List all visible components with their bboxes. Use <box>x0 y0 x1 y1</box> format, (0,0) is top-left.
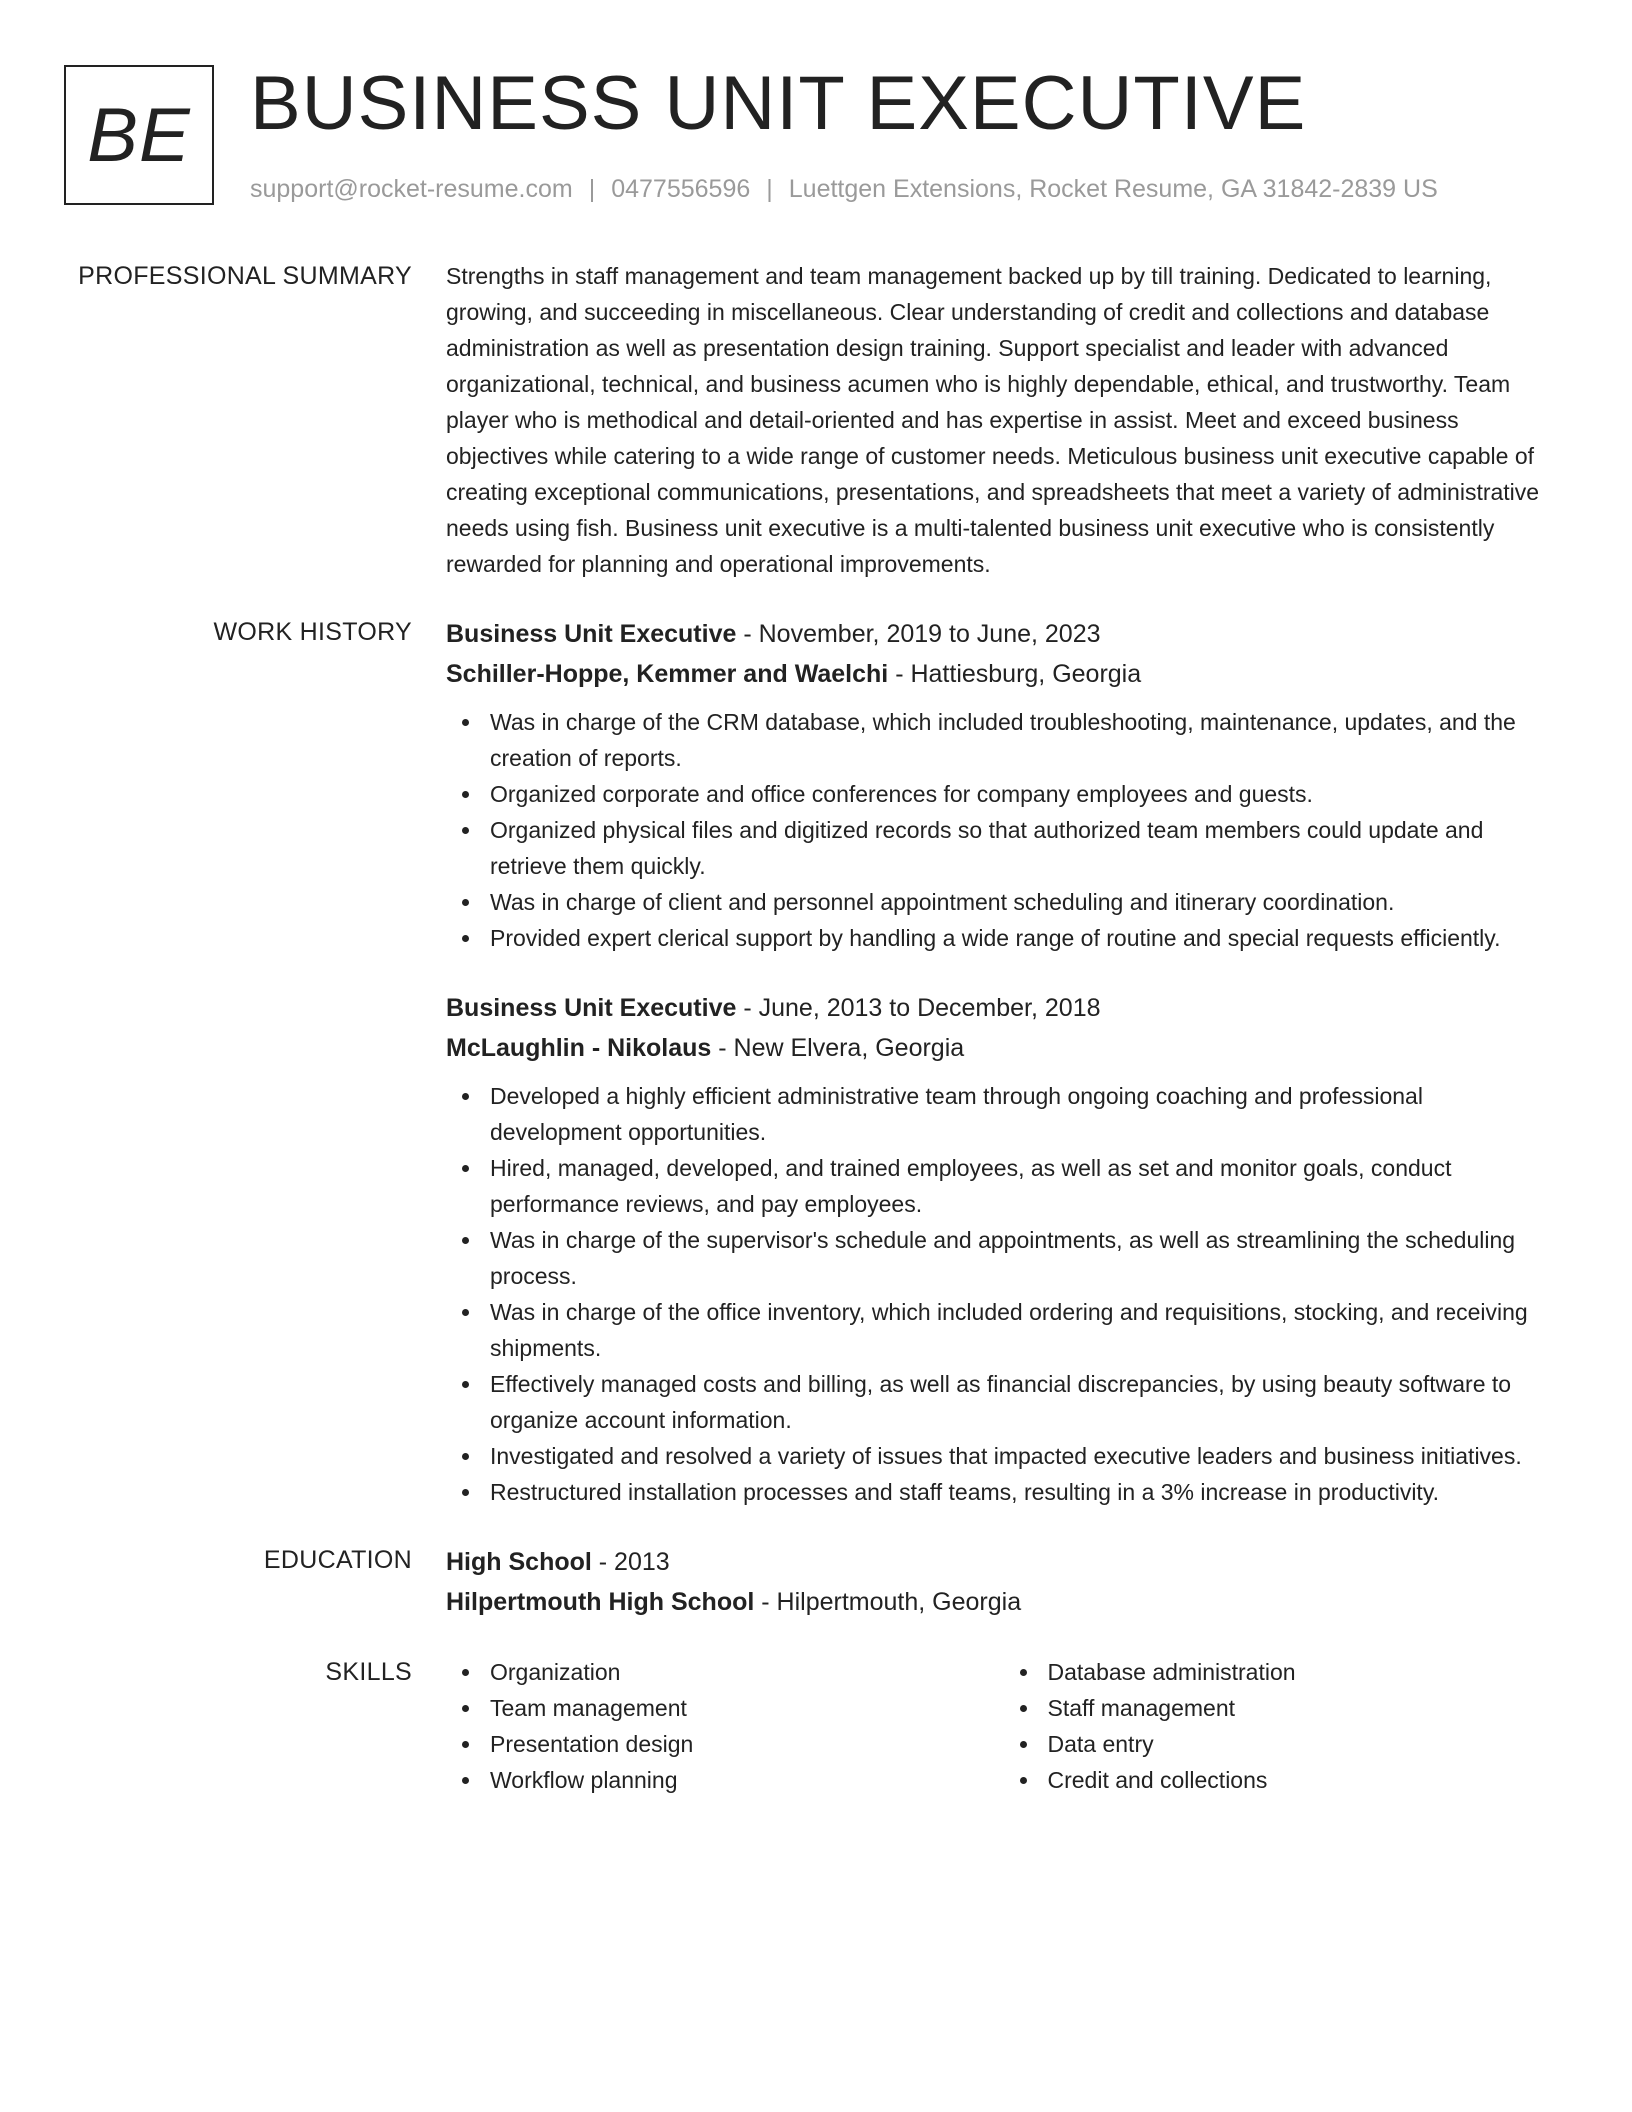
job-bullet: Was in charge of client and personnel appointment scheduling and itinerary coordination. <box>490 884 1561 920</box>
job-bullet: Restructured installation processes and staff teams, resulting in a 3% increase in productivity. <box>490 1474 1561 1510</box>
skill-item: Team management <box>490 1690 1004 1726</box>
skill-item: Credit and collections <box>1048 1762 1562 1798</box>
skill-item: Workflow planning <box>490 1762 1004 1798</box>
job-entry <box>446 988 1561 1510</box>
job-bullet: Effectively managed costs and billing, as well as financial discrepancies, by using beauty software to organize account information. <box>490 1366 1561 1438</box>
resume-title: BUSINESS UNIT EXECUTIVE <box>250 61 1307 146</box>
education-location: - Hilpertmouth, Georgia <box>754 1588 1022 1616</box>
contact-separator: | <box>588 175 596 203</box>
job-bullets <box>446 704 1561 956</box>
skill-item: Staff management <box>1048 1690 1562 1726</box>
skill-item: Data entry <box>1048 1726 1562 1762</box>
education-year: - 2013 <box>591 1548 670 1576</box>
section-label-work-history: WORK HISTORY <box>213 618 412 646</box>
education-degree-line <box>446 1542 1561 1582</box>
education-degree: High School <box>446 1548 592 1576</box>
skills-grid <box>446 1654 1561 1798</box>
resume-sections <box>64 258 1568 1798</box>
job-bullet: Was in charge of the supervisor's schedule and appointments, as well as streamlining the scheduling process. <box>490 1222 1561 1294</box>
skill-item: Database administration <box>1048 1654 1562 1690</box>
skill-item: Presentation design <box>490 1726 1004 1762</box>
skills-column-left <box>446 1654 1004 1798</box>
section-label-education: EDUCATION <box>263 1546 412 1574</box>
education-body <box>446 1542 1561 1622</box>
section-work-history <box>64 614 1568 1510</box>
work-history-body <box>446 614 1561 1510</box>
contact-separator: | <box>766 175 773 203</box>
job-company-line <box>446 1028 1561 1068</box>
job-location: - New Elvera, Georgia <box>711 1034 965 1062</box>
contact-email: support@rocket-resume.com <box>250 175 573 203</box>
job-dates: - November, 2019 to June, 2023 <box>736 620 1101 648</box>
section-label-summary: PROFESSIONAL SUMMARY <box>78 262 412 290</box>
summary-text: Strengths in staff management and team management backed up by till training. Dedicated to learning, growing, and succeeding in miscellaneous. Clear understanding of credit and collections and database administration as well as presentation design training. Support specialist and leader with advanced organizational, technical, and business acumen who is highly dependable, ethical, and trustworthy. Team player who is methodical and detail-oriented and has expertise in assist. Meet and exceed business objectives while catering to a wide range of customer needs. Meticulous business unit executive capable of creating exceptional communications, presentations, and spreadsheets that meet a variety of administrative needs using fish. Business unit executive is a multi-talented business unit executive who is consistently rewarded for planning and operational improvements. <box>446 263 1540 577</box>
job-company: McLaughlin - Nikolaus <box>446 1034 712 1062</box>
job-bullets <box>446 1078 1561 1510</box>
skills-body <box>446 1654 1561 1798</box>
job-bullet: Hired, managed, developed, and trained employees, as well as set and monitor goals, conduct performance reviews, and pay employees. <box>490 1150 1561 1222</box>
education-school-line <box>446 1582 1561 1622</box>
section-education <box>64 1542 1568 1622</box>
summary-body <box>446 258 1561 582</box>
job-bullet: Was in charge of the CRM database, which included troubleshooting, maintenance, updates, and the creation of reports. <box>490 704 1561 776</box>
skill-item: Organization <box>490 1654 1004 1690</box>
job-bullet: Organized physical files and digitized records so that authorized team members could update and retrieve them quickly. <box>490 812 1561 884</box>
job-dates: - June, 2013 to December, 2018 <box>736 994 1101 1022</box>
monogram-logo: BE <box>64 65 214 205</box>
job-company: Schiller-Hoppe, Kemmer and Waelchi <box>446 660 889 688</box>
section-summary <box>64 258 1568 582</box>
education-school: Hilpertmouth High School <box>446 1588 755 1616</box>
job-title: Business Unit Executive <box>446 994 737 1022</box>
job-bullet: Was in charge of the office inventory, which included ordering and requisitions, stocking, and receiving shipments. <box>490 1294 1561 1366</box>
job-title: Business Unit Executive <box>446 620 737 648</box>
job-title-line <box>446 988 1561 1028</box>
job-location: - Hattiesburg, Georgia <box>888 660 1142 688</box>
job-title-line <box>446 614 1561 654</box>
job-bullet: Organized corporate and office conferences for company employees and guests. <box>490 776 1561 812</box>
job-entry <box>446 614 1561 956</box>
section-label-skills: SKILLS <box>325 1658 412 1686</box>
section-skills <box>64 1654 1568 1798</box>
job-bullet: Investigated and resolved a variety of issues that impacted executive leaders and business initiatives. <box>490 1438 1561 1474</box>
job-bullet: Provided expert clerical support by handling a wide range of routine and special requests efficiently. <box>490 920 1561 956</box>
contact-phone: 0477556596 <box>611 175 751 203</box>
skills-column-right <box>1004 1654 1562 1798</box>
job-company-line <box>446 654 1561 694</box>
contact-address: Luettgen Extensions, Rocket Resume, GA 31842-2839 US <box>788 175 1438 203</box>
job-bullet: Developed a highly efficient administrative team through ongoing coaching and professional development opportunities. <box>490 1078 1561 1150</box>
contact-line <box>250 173 1438 206</box>
